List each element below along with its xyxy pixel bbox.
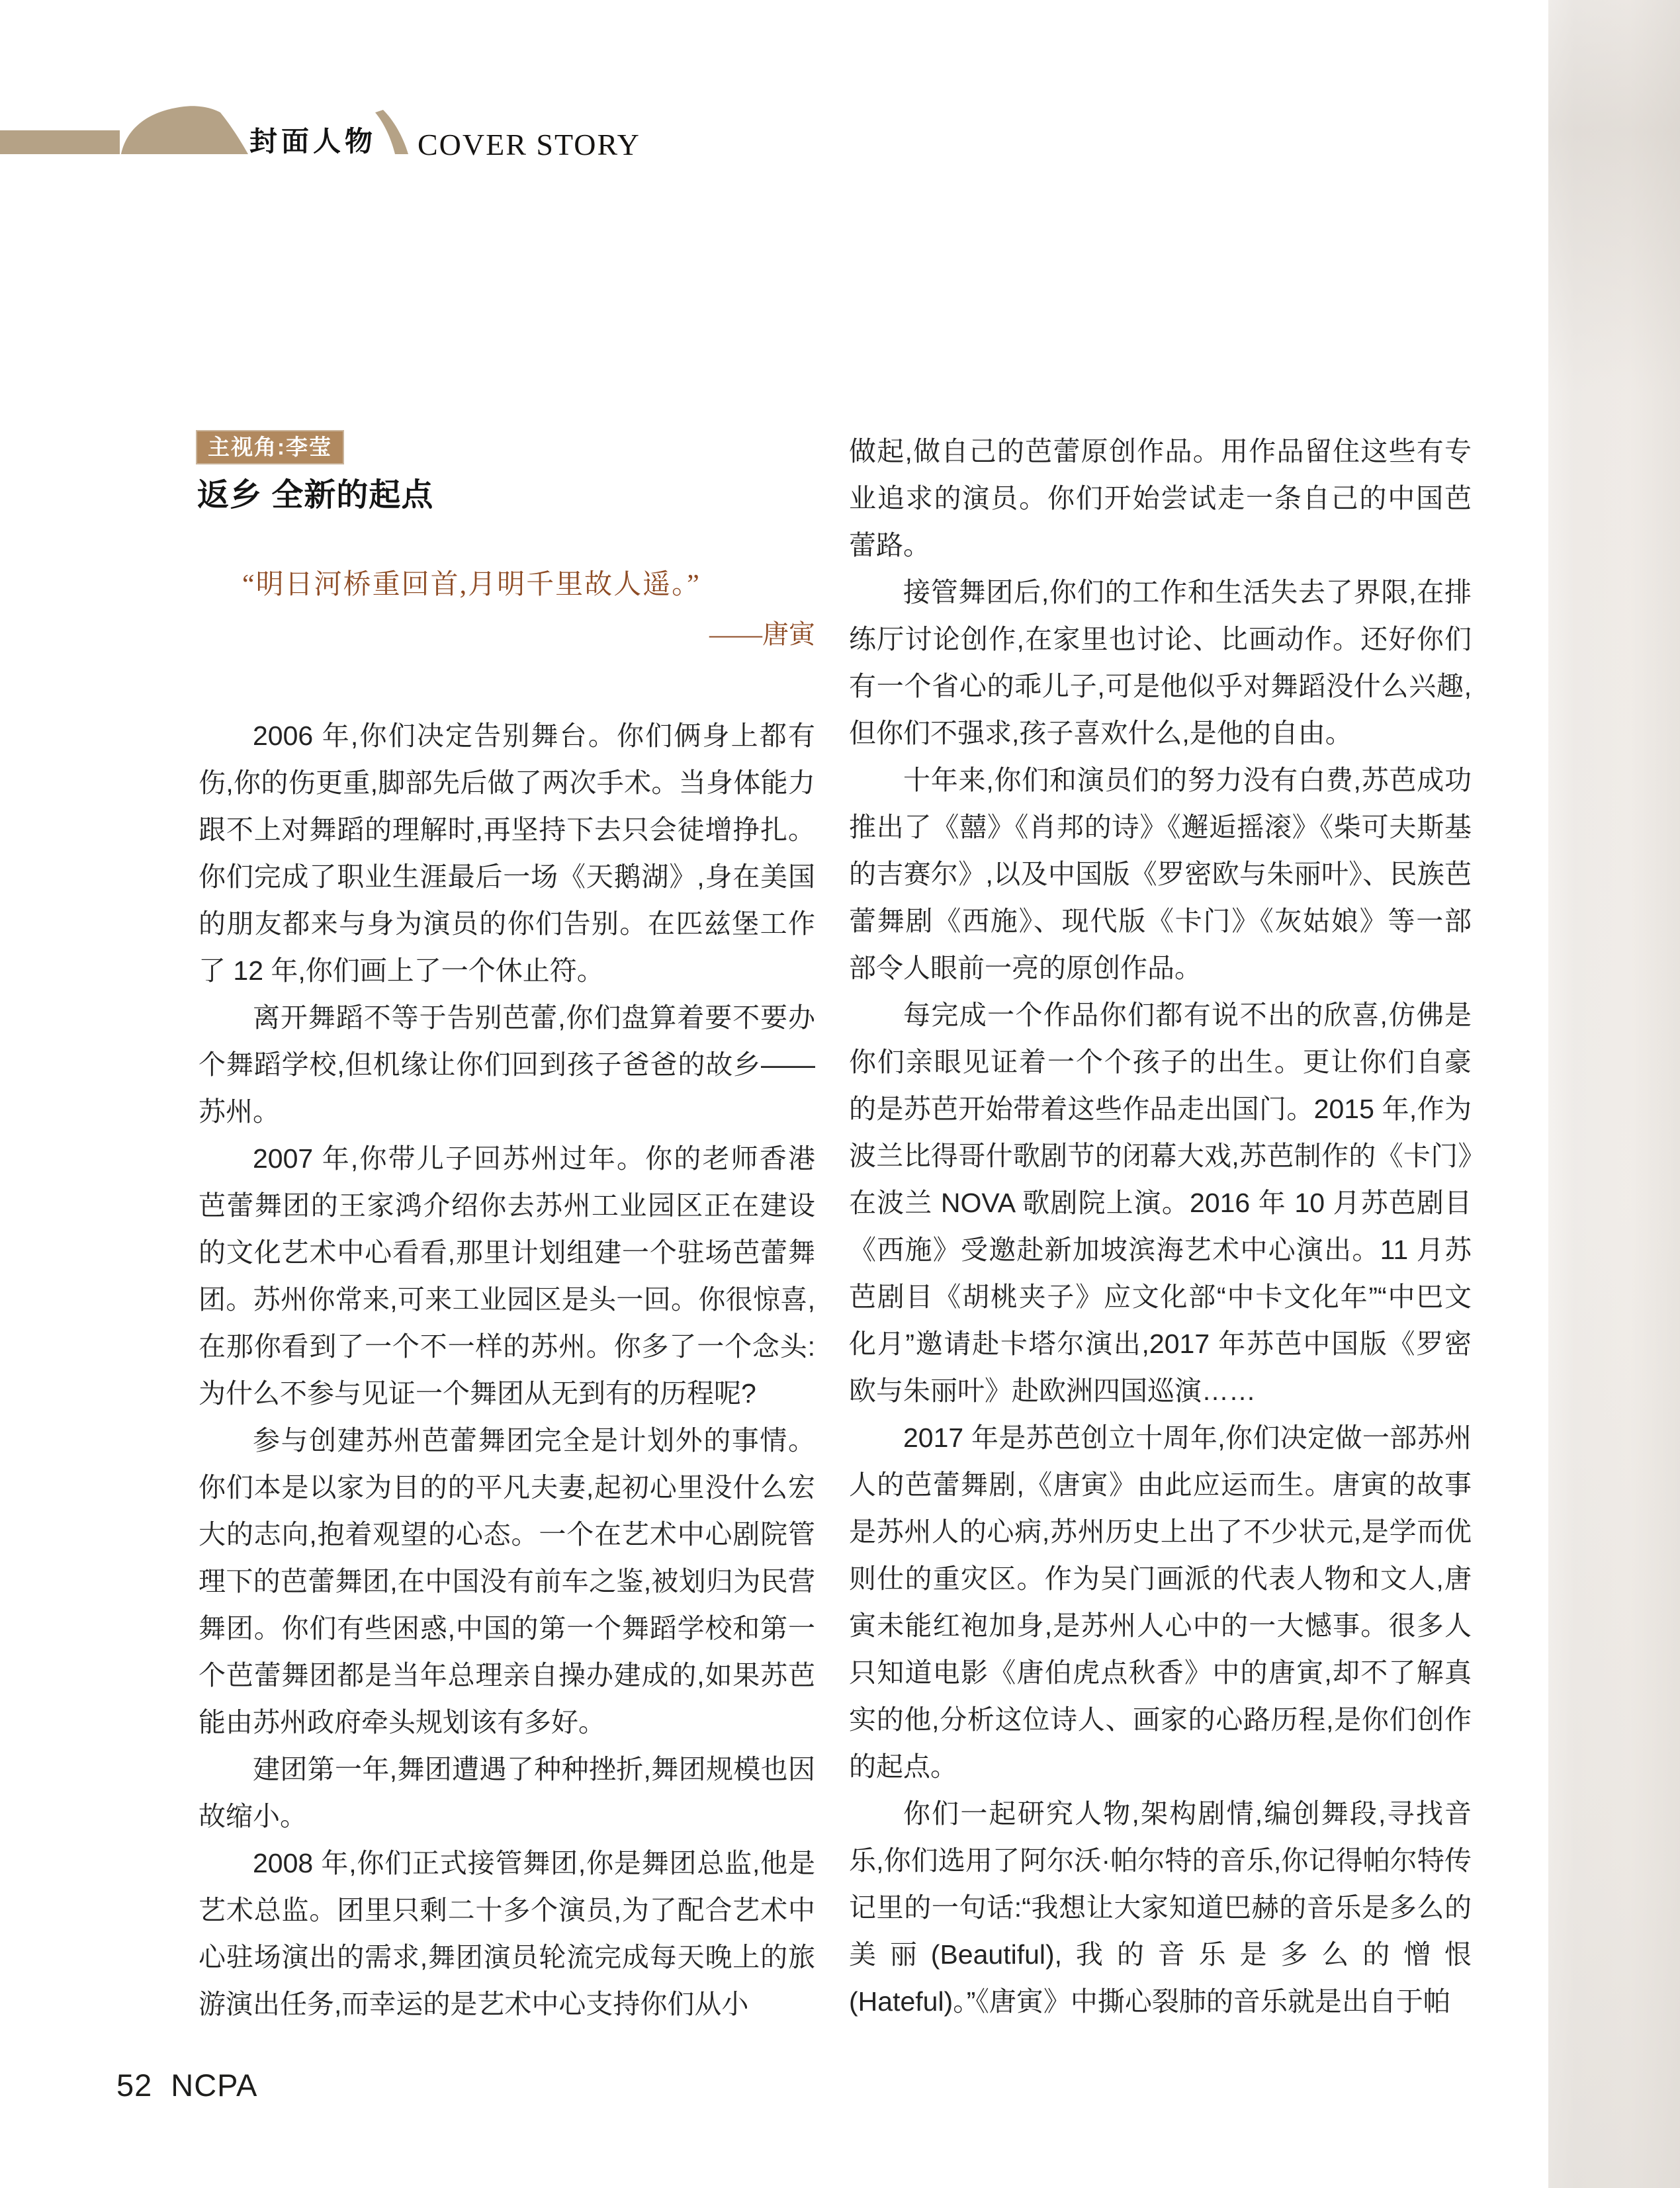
section-title-chinese: 封面人物	[249, 126, 377, 157]
quote-attribution: ——唐寅	[709, 619, 815, 649]
body-paragraph: 做起,做自己的芭蕾原创作品。用作品留住这些有专业追求的演员。你们开始尝试走一条自己的中国芭蕾路。	[849, 436, 1472, 560]
body-paragraph: 你们一起研究人物,架构剧情,编创舞段,寻找音乐,你们选用了阿尔沃·帕尔特的音乐,你记得帕尔特传记里的一句话:“我想让大家知道巴赫的音乐是多么的美丽(Beautiful),我的音乐是多么的憎恨(Hateful)。”《唐寅》中撕心裂肺的音乐就是出自于帕	[849, 1798, 1472, 2017]
section-title-english: COVER STORY	[418, 128, 641, 161]
body-paragraph: 参与创建苏州芭蕾舞团完全是计划外的事情。你们本是以家为目的的平凡夫妻,起初心里没什么宏大的志向,抱着观望的心态。一个在艺术中心剧院管理下的芭蕾舞团,在中国没有前车之鉴,被划归为民营舞团。你们有些困惑,中国的第一个舞蹈学校和第一个芭蕾舞团都是当年总理亲自操办建成的,如果苏芭能由苏州政府牵头规划该有多好。	[199, 1425, 815, 1737]
publication-name: NCPA	[171, 2068, 258, 2103]
article-title: 返乡 全新的起点	[197, 478, 434, 513]
body-paragraph: 建团第一年,舞团遭遇了种种挫折,舞团规模也因故缩小。	[199, 1754, 815, 1831]
body-paragraph: 2007 年,你带儿子回苏州过年。你的老师香港芭蕾舞团的王家鸿介绍你去苏州工业园区正在建设的文化艺术中心看看,那里计划组建一个驻场芭蕾舞团。苏州你常来,可来工业园区是头一回。你很惊喜,在那你看到了一个不一样的苏州。你多了一个念头:为什么不参与见证一个舞团从无到有的历程呢?	[199, 1143, 815, 1409]
pull-quote: “明日河桥重回首,月明千里故人遥。”	[242, 570, 701, 600]
body-paragraph: 2006 年,你们决定告别舞台。你们俩身上都有伤,你的伤更重,脚部先后做了两次手术。当身体能力跟不上对舞蹈的理解时,再坚持下去只会徒增挣扎。你们完成了职业生涯最后一场《天鹅湖》,身在美国的朋友都来与身为演员的你们告别。在匹兹堡工作了 12 年,你们画上了一个休止符。	[199, 721, 815, 986]
kicker-badge	[197, 431, 343, 463]
page-edge-photo-strip	[1548, 0, 1680, 2188]
body-paragraph: 十年来,你们和演员们的努力没有白费,苏芭成功推出了《囍》《肖邦的诗》《邂逅摇滚》《柴可夫斯基的吉赛尔》,以及中国版《罗密欧与朱丽叶》、民族芭蕾舞剧《西施》、现代版《卡门》《灰姑娘》等一部部令人眼前一亮的原创作品。	[849, 765, 1472, 983]
body-paragraph: 离开舞蹈不等于告别芭蕾,你们盘算着要不要办个舞蹈学校,但机缘让你们回到孩子爸爸的故乡——苏州。	[199, 1002, 815, 1127]
body-paragraph: 每完成一个作品你们都有说不出的欣喜,仿佛是你们亲眼见证着一个个孩子的出生。更让你们自豪的是苏芭开始带着这些作品走出国门。2015 年,作为波兰比得哥什歌剧节的闭幕大戏,苏芭制作的《卡门》在波兰 NOVA 歌剧院上演。2016 年 10 月苏芭剧目《西施》受邀赴新加坡滨海艺术中心演出。11 月苏芭剧目《胡桃夹子》应文化部“中卡文化年”“中巴文化月”邀请赴卡塔尔演出,2017 年苏芭中国版《罗密欧与朱丽叶》赴欧洲四国巡演……	[849, 1000, 1472, 1406]
body-paragraph: 2008 年,你们正式接管舞团,你是舞团总监,他是艺术总监。团里只剩二十多个演员,为了配合艺术中心驻场演出的需求,舞团演员轮流完成每天晚上的旅游演出任务,而幸运的是艺术中心支持你们从小	[199, 1848, 815, 2019]
page-number: 52	[116, 2068, 153, 2103]
body-paragraph: 2017 年是苏芭创立十周年,你们决定做一部苏州人的芭蕾舞剧,《唐寅》由此应运而生。唐寅的故事是苏州人的心病,苏州历史上出了不少状元,是学而优则仕的重灾区。作为吴门画派的代表人物和文人,唐寅未能红袍加身,是苏州人心中的一大憾事。很多人只知道电影《唐伯虎点秋香》中的唐寅,却不了解真实的他,分析这位诗人、画家的心路历程,是你们创作的起点。	[849, 1422, 1472, 1782]
right-column	[849, 428, 1472, 2017]
body-paragraph: 接管舞团后,你们的工作和生活失去了界限,在排练厅讨论创作,在家里也讨论、比画动作。还好你们有一个省心的乖儿子,可是他似乎对舞蹈没什么兴趣,但你们不强求,孩子喜欢什么,是他的自由。	[849, 577, 1472, 748]
left-column	[199, 713, 815, 2019]
kicker-label: 主视角:李莹	[208, 435, 332, 459]
header-sail-shape	[121, 106, 248, 154]
header-swoosh-icon	[375, 110, 408, 154]
page-footer	[116, 2068, 257, 2103]
header-rule	[0, 130, 120, 154]
